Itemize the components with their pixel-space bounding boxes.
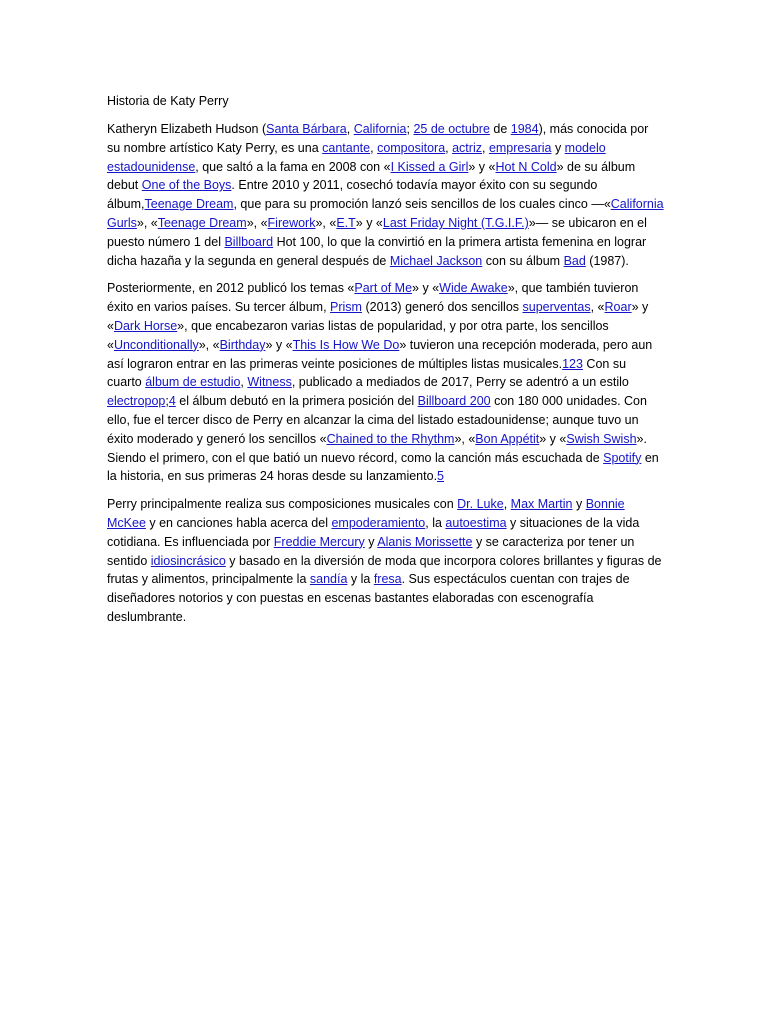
inline-link[interactable]: Part of Me <box>354 281 413 296</box>
text-run: » y « <box>412 281 440 296</box>
text-run: » y « <box>265 337 293 352</box>
inline-link[interactable]: Bonnie McKee <box>107 497 625 530</box>
inline-link[interactable]: Last Friday Night (T.G.I.F.) <box>382 215 529 230</box>
text-run: y basado en la diversión de moda que incorpora colores brillantes y figuras de frutas y alimentos, principalmente la <box>107 553 662 587</box>
text-run: », « <box>198 337 220 352</box>
inline-link[interactable]: Michael Jackson <box>389 253 483 268</box>
inline-link[interactable]: empresaria <box>488 140 552 155</box>
inline-link[interactable]: Bon Appétit <box>475 431 540 446</box>
text-run: . Entre 2010 y 2011, cosechó todavía mayor éxito con su segundo álbum, <box>107 178 598 212</box>
text-run: (1987). <box>585 253 629 268</box>
inline-link[interactable]: Dark Horse <box>113 318 178 333</box>
inline-link[interactable]: electropop <box>107 394 166 409</box>
text-run: y se caracteriza por tener un sentido <box>107 534 635 568</box>
text-run: », « <box>136 215 158 230</box>
text-run: y en canciones habla acerca del <box>145 515 332 530</box>
text-run: », « <box>454 431 476 446</box>
inline-link[interactable]: Roar <box>604 300 632 315</box>
text-run: en la historia, en sus primeras 24 horas desde su lanzamiento. <box>107 450 659 484</box>
inline-link[interactable]: Teenage Dream <box>157 215 247 230</box>
text-run: , <box>445 140 453 155</box>
text-run: » y « <box>107 300 649 333</box>
inline-link[interactable]: Billboard <box>224 234 274 249</box>
inline-link[interactable]: Prism <box>330 300 362 315</box>
inline-link[interactable]: modelo <box>564 140 606 155</box>
text-run: , <box>346 122 354 136</box>
text-run: » tuvieron una recepción moderada, pero aun así lograron entrar en las primeras veinte posiciones de múltiples listas musicales. <box>107 337 653 371</box>
text-run: ». Siendo el primero, con el que batió un nuevo récord, como la canción más escuchada de <box>107 431 647 465</box>
text-run: y <box>364 534 378 549</box>
paragraph-1 <box>107 120 664 270</box>
document-title: Historia de Katy Perry <box>107 94 229 108</box>
text-run: Con su cuarto <box>107 356 627 390</box>
inline-link[interactable]: Birthday <box>219 337 266 352</box>
inline-link[interactable]: 1984 <box>510 122 539 136</box>
inline-link[interactable]: álbum de estudio <box>145 375 241 390</box>
text-run: (2013) generó dos sencillos <box>361 300 523 315</box>
inline-link[interactable]: E.T <box>336 215 356 230</box>
text-run: ; <box>165 394 169 409</box>
text-run: de <box>489 122 511 136</box>
text-run: »— se ubicaron en el puesto número 1 del <box>107 215 647 249</box>
text-run: », « <box>315 215 337 230</box>
inline-link[interactable]: Dr. Luke <box>457 497 504 512</box>
inline-link[interactable]: Spotify <box>603 450 642 465</box>
inline-link[interactable]: Teenage Dream <box>144 197 234 212</box>
inline-link[interactable]: superventas <box>522 300 591 315</box>
inline-link[interactable]: 25 de octubre <box>413 122 490 136</box>
inline-link[interactable]: Firework <box>267 215 316 230</box>
text-run: , <box>481 140 489 155</box>
text-run: ), más conocida por su nombre artístico Katy Perry, es una <box>107 122 649 155</box>
inline-link[interactable]: Swish Swish <box>566 431 637 446</box>
text-run: , que para su promoción lanzó seis sencillos de los cuales cinco —« <box>233 197 611 212</box>
text-run: Katheryn Elizabeth Hudson ( <box>107 122 267 136</box>
text-run: » y « <box>355 215 383 230</box>
inline-link[interactable]: idiosincrásico <box>150 553 226 568</box>
text-run: », que encabezaron varias listas de popularidad, y por otra parte, los sencillos « <box>107 318 609 352</box>
paragraph-2 <box>107 279 664 486</box>
inline-link[interactable]: This Is How We Do <box>292 337 400 352</box>
inline-link[interactable]: fresa <box>373 572 402 587</box>
inline-link[interactable]: Freddie Mercury <box>273 534 365 549</box>
inline-link[interactable]: 123 <box>562 356 583 371</box>
text-run: », « <box>246 215 268 230</box>
inline-link[interactable]: empoderamiento <box>331 515 426 530</box>
text-run: » y « <box>468 159 496 174</box>
text-run: ; <box>406 122 414 136</box>
inline-link[interactable]: cantante <box>322 140 371 155</box>
inline-link[interactable]: estadounidense <box>107 159 196 174</box>
text-run: , <box>240 375 248 390</box>
text-run: , <box>503 497 511 512</box>
text-run: con su álbum <box>482 253 564 268</box>
text-run: y situaciones de la vida cotidiana. Es influenciada por <box>107 515 640 549</box>
text-run: . Sus espectáculos cuentan con trajes de diseñadores notorios y con puestas en escenas bastantes elaboradas con escenografía deslumbrante. <box>107 572 630 624</box>
document-body <box>107 120 664 627</box>
inline-link[interactable]: Wide Awake <box>439 281 508 296</box>
text-run: Hot 100, lo que la convirtió en la primera artista femenina en lograr dicha hazaña y la segunda en general después de <box>107 234 647 268</box>
text-run: », que también tuvieron éxito en varios países. Su tercer álbum, <box>107 281 639 315</box>
paragraph-3 <box>107 495 664 627</box>
inline-link[interactable]: 4 <box>168 394 176 409</box>
text-run: Posteriormente, en 2012 publicó los temas « <box>107 281 355 296</box>
inline-link[interactable]: Bad <box>563 253 586 268</box>
inline-link[interactable]: Santa Bárbara <box>266 122 347 136</box>
text-run: y <box>551 140 565 155</box>
inline-link[interactable]: Witness <box>247 375 292 390</box>
inline-link[interactable]: compositora <box>377 140 446 155</box>
text-run: , publicado a mediados de 2017, Perry se adentró a un estilo <box>291 375 629 390</box>
text-run: Perry principalmente realiza sus composiciones musicales con <box>107 497 458 512</box>
inline-link[interactable]: Unconditionally <box>113 337 199 352</box>
text-run: , la <box>425 515 446 530</box>
inline-link[interactable]: sandía <box>309 572 348 587</box>
inline-link[interactable]: California <box>353 122 407 136</box>
inline-link[interactable]: Chained to the Rhythm <box>326 431 455 446</box>
inline-link[interactable]: One of the Boys <box>141 178 232 193</box>
text-run: , <box>370 140 378 155</box>
text-run: » y « <box>539 431 567 446</box>
text-run: » de su álbum debut <box>107 159 636 193</box>
inline-link[interactable]: I Kissed a Girl <box>390 159 469 174</box>
text-run: y la <box>347 572 374 587</box>
inline-link[interactable]: California Gurls <box>107 197 664 230</box>
inline-link[interactable]: Hot N Cold <box>495 159 557 174</box>
inline-link[interactable]: Billboard 200 <box>417 394 491 409</box>
text-run: con 180 000 unidades. Con ello, fue el tercer disco de Perry en alcanzar la cima del listado estadounidense; aunque tuvo un éxito moderado y generó los sencillos « <box>107 394 647 446</box>
text-run: , « <box>590 300 605 315</box>
text-run: y <box>572 497 586 512</box>
inline-link[interactable]: Max Martin <box>510 497 573 512</box>
inline-link[interactable]: autoestima <box>445 515 507 530</box>
inline-link[interactable]: Alanis Morissette <box>377 534 473 549</box>
text-run: el álbum debutó en la primera posición del <box>175 394 418 409</box>
inline-link[interactable]: actriz <box>452 140 482 155</box>
text-run: , que saltó a la fama en 2008 con « <box>195 159 391 174</box>
inline-link[interactable]: 5 <box>437 469 444 484</box>
